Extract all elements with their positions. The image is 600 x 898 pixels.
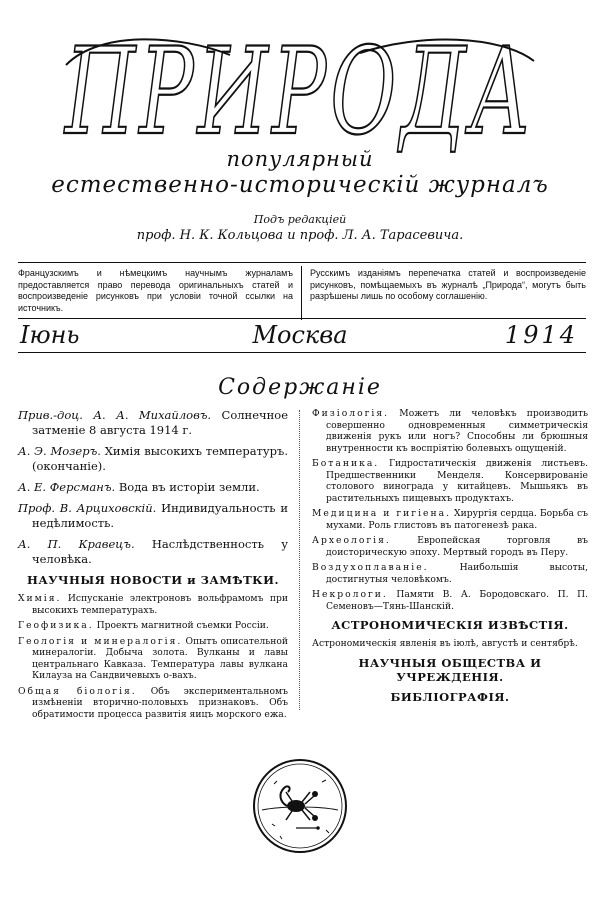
news-text: Объ экспериментальномъ измѣненіи вторично-половыхъ признаковъ. Объ обратимости процесса развитія яицъ морского ежа. [32,685,289,720]
notice-translation-rights: Французскимъ и нѣмецкимъ научнымъ журналамъ предоставляется право перевода оригинальныхъ статей и воспроизведеніе рисунковъ при условіи точной ссылки на источникъ. [18,268,293,313]
contents-left-column [18,408,288,724]
issue-month: Іюнь [20,321,80,349]
issue-city: Москва [252,321,348,349]
news-section: Геофизика. [18,620,94,631]
contents-right-column [312,408,588,710]
article-title: Вода въ исторіи земли. [118,480,260,494]
article-author: Прив.-доц. А. А. Михайловъ. [18,408,212,422]
news-text: Европейская торговля въ доисторическую эпоху. Мертвый городъ въ Перу. [326,535,588,558]
news-entry [18,620,288,632]
news-entry [312,589,588,612]
article-entry [18,537,288,567]
notice-reprint-rights: Русскимъ изданіямъ перепечатка статей и воспроизведеніе рисунковъ, помѣщаемыхъ въ журналѣ „Природа“, могутъ быть разрѣшены лишь по особому соглашенію. [310,268,586,301]
article-entry [18,501,288,531]
news-text: Можетъ ли человѣкъ производить совершенно одновременныя симметрическія движенія рукъ или ногъ? Способны ли брюшныя внутренности къ воспріятію болевыхъ ощущеній. [326,408,588,454]
news-section: Химія. [18,593,62,604]
article-title: Химія высокихъ температуръ. (окончаніе). [32,444,289,473]
bibliography-heading: БИБЛІОГРАФІЯ. [390,689,510,704]
divider-notices [18,318,586,319]
news-section: Медицина и гигіена. [312,508,452,519]
news-text: Хирургія сердца. Борьба съ мухами. Роль глистовъ въ патогенезѣ рака. [326,508,588,531]
news-entry [18,636,288,682]
subtitle-line1: популярный [226,147,374,171]
news-section: Некрологи. [312,589,388,600]
news-entry [312,562,588,585]
news-section: Геологія и минералогія. [18,635,183,647]
news-section: Археологія. [312,535,391,546]
news-entry [312,535,588,558]
article-entry [18,408,288,438]
news-heading: НАУЧНЫЯ НОВОСТИ и ЗАМѢТКИ. [26,573,280,587]
scorpion-emblem-icon [252,758,348,854]
news-entry [18,686,288,721]
societies-heading: НАУЧНЫЯ ОБЩЕСТВА И УЧРЕЖДЕНІЯ. [358,655,542,684]
subtitle-line2: естественно-историческій журналъ [51,172,549,198]
contents-heading: Содержаніе [218,375,382,400]
news-entry [312,458,588,504]
news-text: Проектъ магнитной съемки Россіи. [96,620,269,631]
news-text: Гидростатическія движенія листьевъ. Предшественники Менделя. Консервированіе столового винограда у китайцевъ. Мышьякъ въ растительныхъ пищевыхъ продуктахъ. [326,458,589,504]
news-text: Испусканіе электроновъ вольфрамомъ при высокихъ температурахъ. [32,593,288,616]
article-entry [18,480,288,495]
article-author: Проф. В. Арциховскій. [18,501,157,515]
article-author: А. Е. Ферсманъ. [18,480,116,494]
divider-dateline [18,352,586,353]
article-author: А. П. Кравецъ. [18,537,135,551]
divider-top [18,262,586,263]
masthead-title [60,25,540,155]
news-text: Наибольшія высоты, достигнутыя человѣкомъ. [326,562,588,585]
article-title: Индивидуальность и недѣлимость. [32,501,289,530]
notice-divider [301,266,302,320]
news-section: Общая біологія. [18,685,137,697]
svg-text:ПРИРОДА: ПРИРОДА [63,25,535,155]
column-divider [299,410,301,710]
news-section: Физіологія. [312,408,390,419]
news-section: Ботаника. [312,458,380,469]
astro-heading: АСТРОНОМИЧЕСКІЯ ИЗВѢСТІЯ. [331,618,569,632]
article-author: А. Э. Мозеръ. [18,444,101,458]
article-title: Наслѣдственность у человѣка. [32,537,289,566]
issue-year: 1914 [504,321,578,349]
news-text: Памяти В. А. Бородовскаго. П. П. Семеновъ—Тянь-Шанскій. [326,589,589,612]
article-entry [18,444,288,474]
news-text: Опытъ описательной минералогіи. Добыча золота. Вулканы и лавы центральнаго Кавказа. Температура лавы вулкана Килауза на Сандвичевыхъ о-вахъ. [32,635,288,681]
astro-entry: Астрономическія явленія въ іюлѣ, августѣ и сентябрѣ. [312,638,578,649]
news-section: Воздухоплаваніе. [312,562,429,573]
editors-label: Подъ редакціей [253,213,347,226]
news-entry [312,408,588,454]
editors-names: проф. Н. К. Кольцова и проф. Л. А. Тарасевича. [136,228,464,243]
article-title: Солнечное затменіе 8 августа 1914 г. [32,408,289,437]
news-entry [18,593,288,616]
news-entry [312,508,588,531]
